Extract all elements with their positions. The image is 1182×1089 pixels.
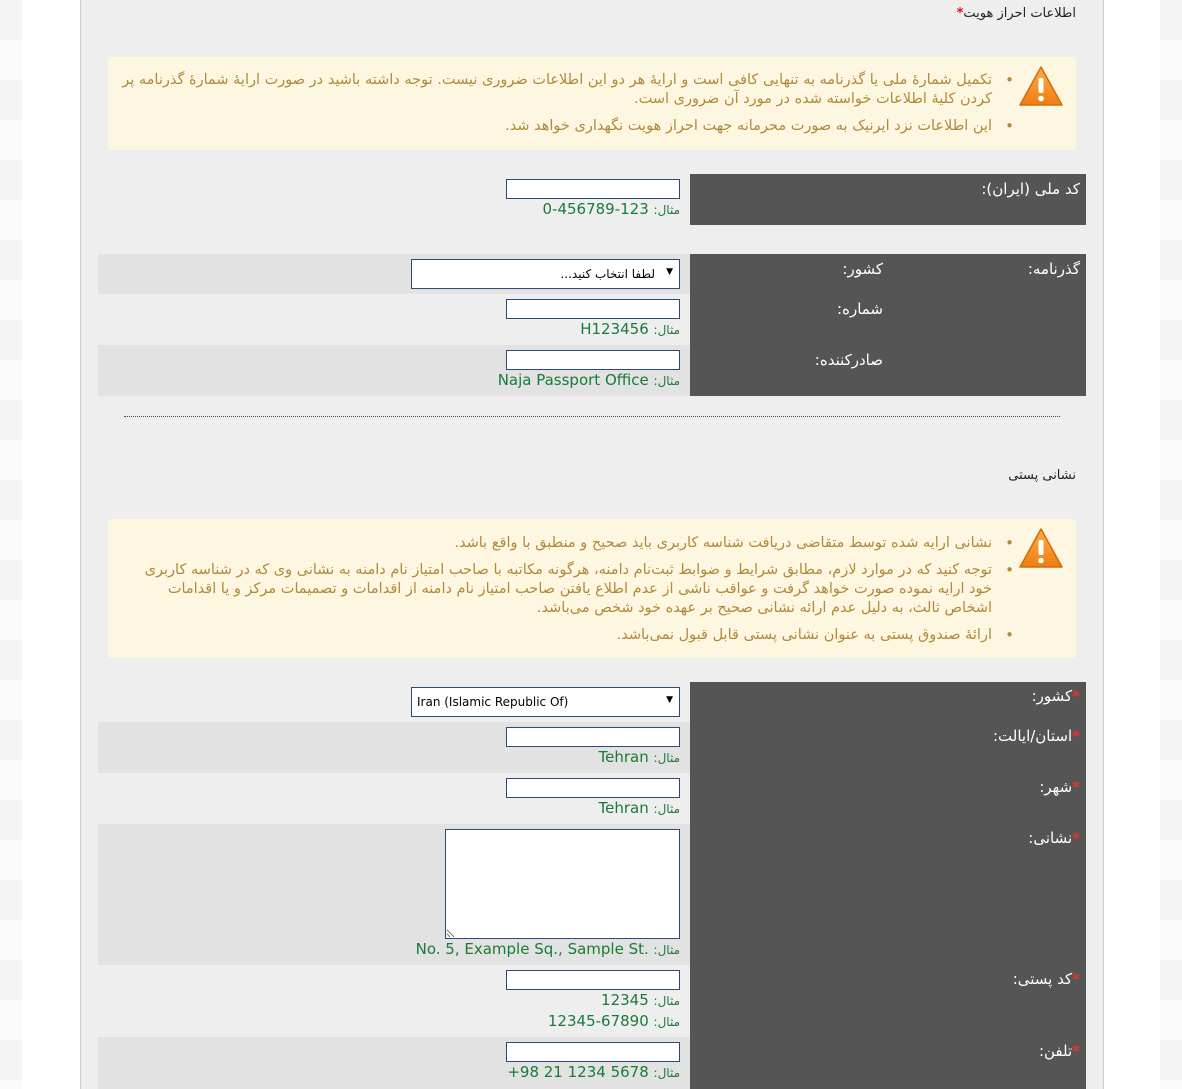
hint-prefix: مثال:	[653, 323, 680, 337]
passport-country-label: کشور:	[842, 260, 883, 278]
required-star: *	[1072, 970, 1080, 988]
national-code-label-cell	[690, 174, 1086, 225]
passport-number-hint	[110, 320, 680, 338]
postal-code-label-text: کد پستی:	[1012, 970, 1073, 988]
page-background-right	[1160, 0, 1182, 1089]
phone-label	[1039, 1042, 1080, 1060]
national-code-input[interactable]	[506, 179, 680, 199]
chevron-down-icon: ▼	[666, 695, 673, 705]
identity-title-text: اطلاعات احراز هویت	[963, 6, 1076, 21]
postal-code-label	[1013, 970, 1080, 988]
postal-notice-item: • نشانی ارایه شده توسط متقاضی دریافت شناسه کاربری باید صحیح و منطبق با واقع باشد.	[120, 534, 996, 553]
national-code-label: کد ملی (ایران):	[981, 180, 1080, 198]
hint-prefix: مثال:	[653, 203, 680, 217]
page-background-left	[0, 0, 22, 1089]
identity-notice-list	[120, 71, 996, 136]
passport-issuer-hint	[110, 371, 680, 389]
section-divider	[124, 416, 1060, 417]
required-star: *	[1072, 687, 1080, 705]
required-star: *	[956, 6, 964, 21]
passport-country-select[interactable]	[411, 259, 680, 289]
phone-hint	[110, 1063, 680, 1081]
postal-code-input[interactable]	[506, 970, 680, 990]
province-hint	[110, 748, 680, 766]
hint-example: 12345	[601, 991, 649, 1009]
postal-code-hint-1	[110, 991, 680, 1009]
identity-notice	[108, 57, 1076, 150]
hint-prefix: مثال:	[653, 994, 680, 1008]
phone-input[interactable]	[506, 1042, 680, 1062]
passport-label-cell	[690, 254, 1086, 396]
passport-country-value: لطفا انتخاب کنید...	[560, 267, 655, 281]
city-label	[1039, 778, 1080, 796]
passport-number-input[interactable]	[506, 299, 680, 319]
postal-label-cell	[690, 682, 1086, 1089]
hint-prefix: مثال:	[653, 802, 680, 816]
province-label	[993, 727, 1080, 745]
hint-example: 12345-67890	[547, 1012, 649, 1030]
province-input[interactable]	[506, 727, 680, 747]
hint-example: H123456	[580, 320, 649, 338]
postal-notice	[108, 519, 1076, 658]
postal-country-label	[1032, 687, 1080, 705]
passport-issuer-label: صادرکننده:	[814, 351, 883, 369]
postal-notice-list	[120, 534, 996, 645]
identity-section-title	[957, 6, 1076, 21]
hint-prefix: مثال:	[653, 1015, 680, 1029]
required-star: *	[1072, 727, 1080, 745]
hint-prefix: مثال:	[653, 1066, 680, 1080]
postal-country-value: Iran (Islamic Republic Of)	[417, 695, 569, 709]
required-star: *	[1072, 829, 1080, 847]
warning-triangle-icon	[1018, 527, 1064, 569]
identity-notice-item: • این اطلاعات نزد ایرنیک به صورت محرمانه جهت احراز هویت نگهداری خواهد شد.	[120, 117, 996, 136]
passport-number-label: شماره:	[837, 300, 883, 318]
hint-prefix: مثال:	[653, 943, 680, 957]
phone-label-text: تلفن:	[1038, 1042, 1073, 1060]
city-hint	[110, 799, 680, 817]
national-code-hint	[110, 200, 680, 218]
postal-notice-item: • توجه کنید که در موارد لازم، مطابق شرایط و ضوابط ثبت‌نام دامنه، هرگونه مکاتبه با صاحب امتیاز نام دامنه به نشانی وی که در شناسه کاربری خود ارایه نموده صورت خواهد گرفت و عواقب ناشی از عدم اطلاع یافتن صاحب امتیاز نام دامنه از اقدامات و تصمیمات مرکز و یا اقدامات اشخاص ثالث، به دلیل عدم ارائه نشانی صحیح بر عهده خود شخص می‌باشد.	[120, 561, 996, 618]
required-star: *	[1072, 778, 1080, 796]
hint-example: Tehran	[598, 748, 649, 766]
passport-label: گذرنامه:	[1027, 260, 1080, 278]
hint-example: Naja Passport Office	[497, 371, 649, 389]
city-input[interactable]	[506, 778, 680, 798]
address-label	[1028, 829, 1080, 847]
warning-triangle-icon	[1018, 65, 1064, 107]
passport-issuer-input[interactable]	[506, 350, 680, 370]
identity-notice-item: • تکمیل شمارهٔ ملی یا گذرنامه به تنهایی کافی است و ارایهٔ هر دو این اطلاعات ضروری نیست. توجه داشته باشید در صورت ارایهٔ شمارهٔ گذرنامه پر کردن کلیهٔ اطلاعات خواسته شده در مورد آن ضروری است.	[120, 71, 996, 109]
required-star: *	[1072, 1042, 1080, 1060]
hint-prefix: مثال:	[653, 374, 680, 388]
postal-code-hint-2	[110, 1012, 680, 1030]
postal-country-select[interactable]	[411, 687, 680, 717]
city-label-text: شهر:	[1039, 778, 1073, 796]
address-hint	[110, 940, 680, 958]
hint-example: +98 21 1234 5678	[507, 1063, 649, 1081]
hint-prefix: مثال:	[653, 751, 680, 765]
province-label-text: استان/ایالت:	[992, 727, 1073, 745]
address-label-text: نشانی:	[1028, 829, 1073, 847]
hint-example: 0-456789-123	[542, 200, 649, 218]
postal-notice-item: • ارائهٔ صندوق پستی به عنوان نشانی پستی قابل قبول نمی‌باشد.	[120, 626, 996, 645]
hint-example: Tehran	[598, 799, 649, 817]
postal-country-label-text: کشور:	[1031, 687, 1073, 705]
chevron-down-icon: ▼	[666, 267, 673, 277]
hint-example: No. 5, Example Sq., Sample St.	[415, 940, 649, 958]
address-textarea[interactable]	[445, 829, 680, 939]
postal-section-title: نشانی پستی	[1008, 468, 1076, 483]
